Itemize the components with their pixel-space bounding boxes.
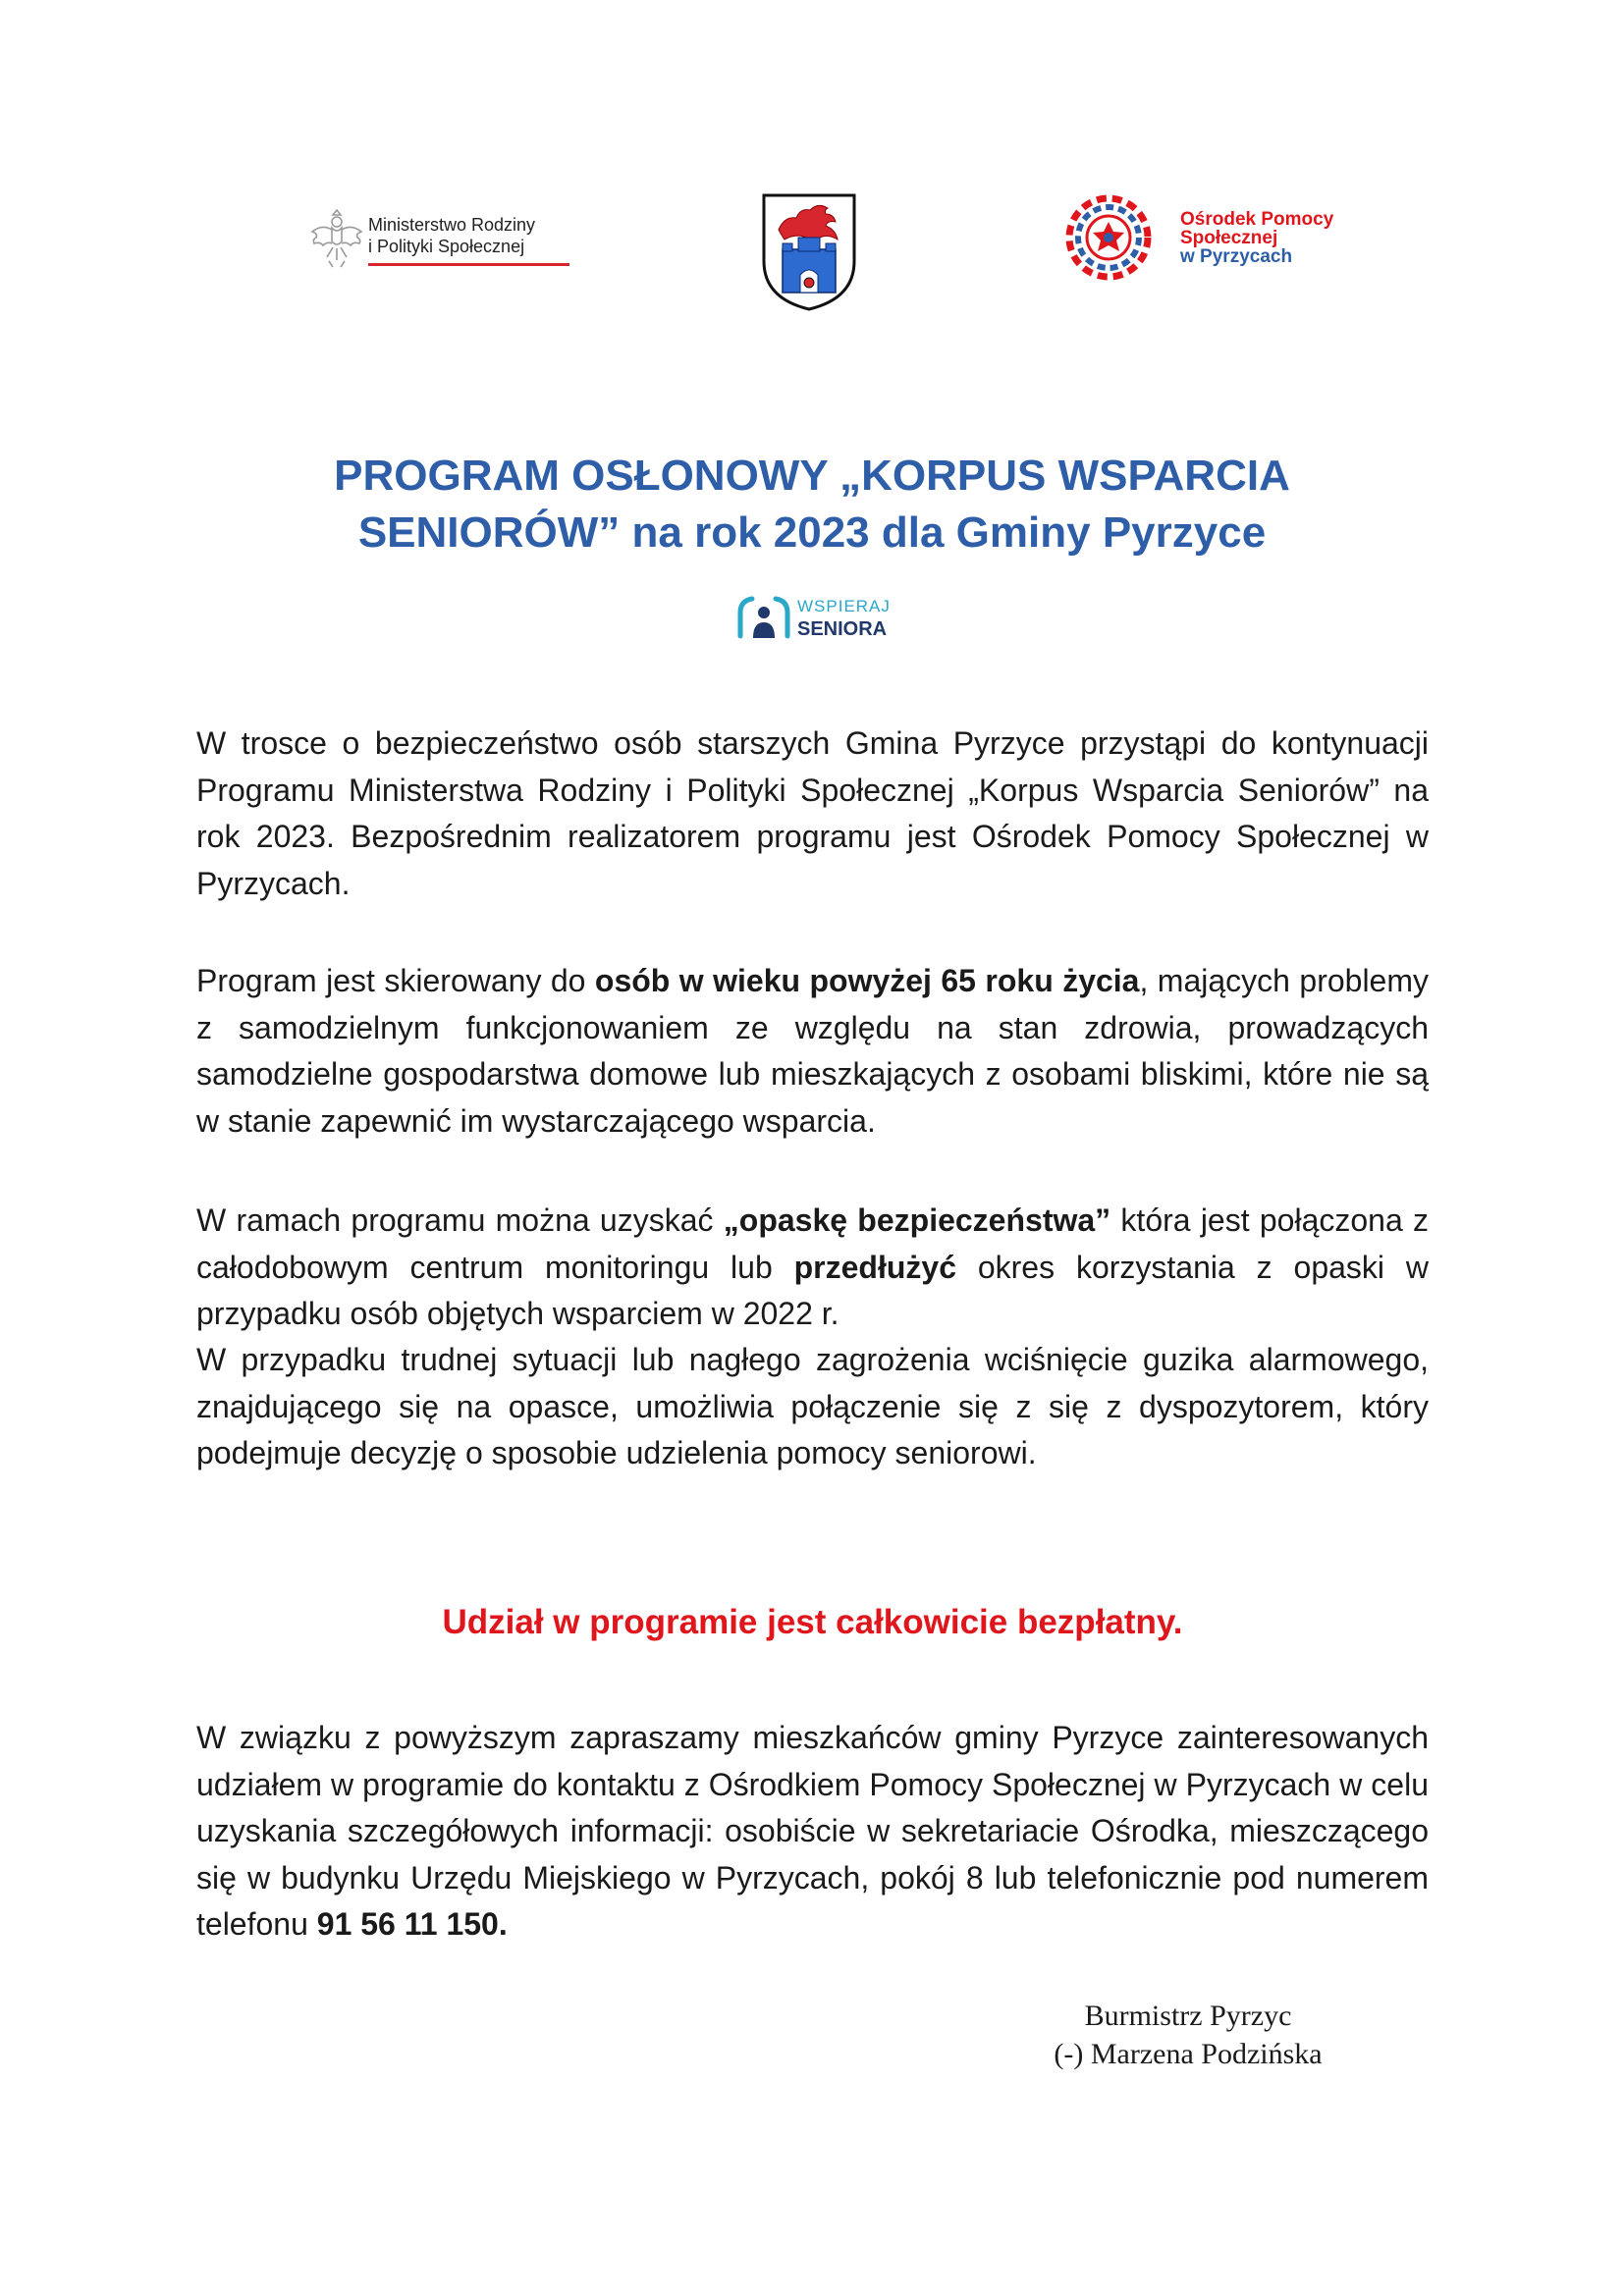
seniora-word1: WSPIERAJ [797,597,891,615]
polish-eagle-icon [309,204,364,269]
signature-title: Burmistrz Pyrzyc [1084,2000,1292,2032]
ministry-logo [309,204,569,273]
signature-name: (-) Marzena Podzińska [1054,2038,1323,2070]
age-requirement: osób w wieku powyżej 65 roku życia [594,963,1140,998]
hands-senior-icon [734,593,793,644]
safety-band-term: „opaskę bezpieczeństwa” [723,1202,1111,1238]
paragraph-safety-band: W ramach programu można uzyskać „opaskę bezpieczeństwa” która jest połączona z całodobowym centrum monitoringu lub przedłużyć okres korzystania z opaski w przypadku osób objętych wsparciem w 2022 r. [196,1202,1430,1331]
ops-logo [1065,194,1394,283]
ops-name: Ośrodek Pomocy Społecznej w Pyrzycach [1180,209,1334,267]
paragraph-intro: W trosce o bezpieczeństwo osób starszych Gmina Pyrzyce przystąpi do kontynuacji Programu Ministerstwa Rodziny i Polityki Społecznej „Korpus Wsparcia Seniorów” na rok 2023. Bezpośrednim realizatorem programu jest Ośrodek Pomocy Społecznej w Pyrzycach. [196,725,1429,901]
document-title: PROGRAM OSŁONOWY „KORPUS WSPARCIA SENIORÓW” na rok 2023 dla Gminy Pyrzyce [334,452,1290,557]
signature-block [1001,1997,1375,2073]
paragraph-target-group: Program jest skierowany do osób w wieku powyżej 65 roku życia, mających problemy z samodzielnym funkcjonowaniem ze względu na stan zdrowia, prowadzących samodzielne gospodarstwa domowe lub mieszkających z osobami bliskimi, które nie są w stanie zapewnić im wystarczającego wsparcia. [196,963,1429,1139]
pyrzyce-crest [761,192,857,312]
extend-term: przedłużyć [793,1249,956,1285]
paragraph-contact: W związku z powyższym zapraszamy mieszkańców gminy Pyrzyce zainteresowanych udziałem w programie do kontaktu z Ośrodkiem Pomocy Społecznej w Pyrzycach w celu uzyskania szczegółowych informacji: osobiście w sekretariacie Ośrodka, mieszczącego się w budynku Urzędu Miejskiego w Pyrzycach, pokój 8 lub telefonicznie pod numerem telefonu 91 56 11 150. [196,1720,1429,1942]
seniora-word2: SENIORA [797,618,888,640]
phone-number: 91 56 11 150. [316,1906,508,1942]
ops-rosette-icon [1065,194,1152,281]
paragraph-alarm: W przypadku trudnej sytuacji lub nagłego zagrożenia wciśnięcie guzika alarmowego, znajdującego się na opasce, umożliwia połączenie się z się z dyspozytorem, który podejmuje decyzję o sposobie udzielenia pomocy seniorowi. [196,1342,1429,1470]
pyrzyce-coat-of-arms-icon [761,192,857,312]
wspieraj-seniora-logo [734,593,901,644]
ministry-underline [368,263,569,266]
free-participation-notice: Udział w programie jest całkowicie bezpłatny. [442,1603,1183,1641]
ministry-name: Ministerstwo Rodziny i Polityki Społecznej [368,215,536,256]
